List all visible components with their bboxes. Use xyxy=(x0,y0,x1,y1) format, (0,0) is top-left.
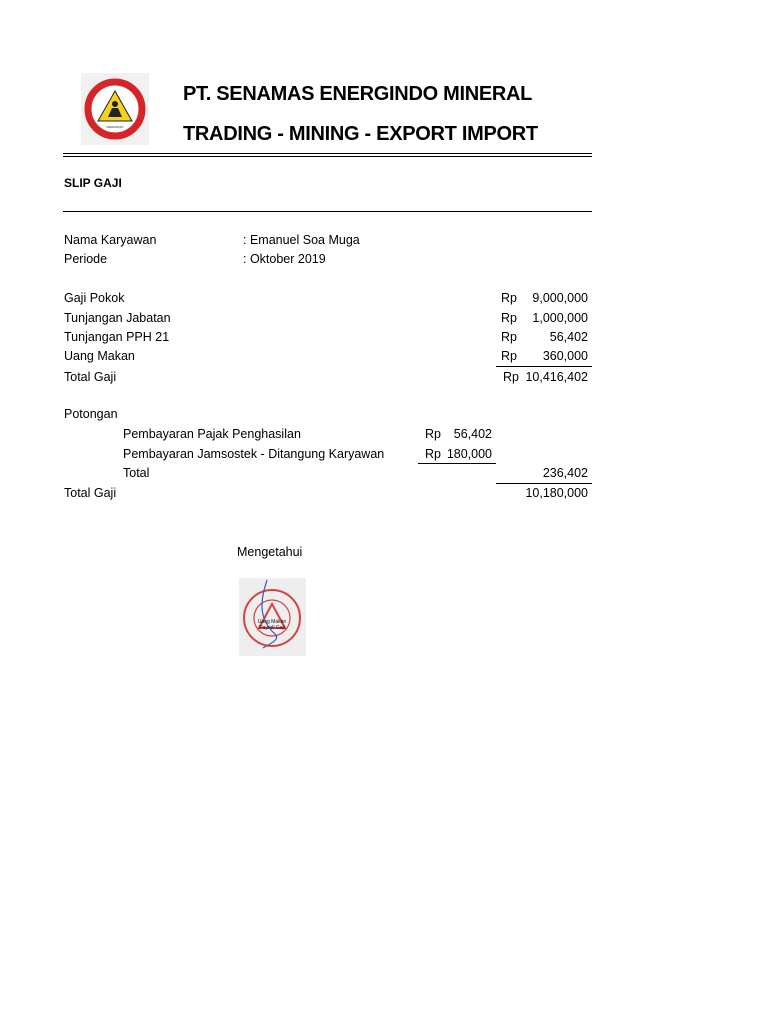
earning-amount-uang-makan: 360,000 xyxy=(542,349,588,363)
employee-name-label: Nama Karyawan xyxy=(64,233,157,247)
signature-label: Mengetahui xyxy=(237,545,303,559)
period-label: Periode xyxy=(64,252,108,266)
deductions-total-label: Total xyxy=(123,466,150,480)
company-stamp-icon xyxy=(239,578,306,656)
earnings-total-label: Total Gaji xyxy=(64,370,117,384)
earning-currency: Rp xyxy=(501,330,517,344)
period-value: : Oktober 2019 xyxy=(243,252,326,266)
document-title: SLIP GAJI xyxy=(64,176,122,190)
stamp-center-line1: Uang Makan xyxy=(257,619,287,625)
earning-label-uang-makan: Uang Makan xyxy=(64,349,135,363)
earning-amount-tunjangan-pph21: 56,402 xyxy=(549,330,588,344)
deduction-currency: Rp xyxy=(425,447,441,461)
earnings-sum-line xyxy=(496,366,592,367)
earning-label-tunjangan-jabatan: Tunjangan Jabatan xyxy=(64,311,171,325)
net-total-label: Total Gaji xyxy=(64,486,117,500)
deduction-label-jamsostek: Pembayaran Jamsostek - Ditangung Karyawan xyxy=(123,447,385,461)
company-stamp xyxy=(239,578,306,656)
earning-currency: Rp xyxy=(501,349,517,363)
deductions-heading: Potongan xyxy=(64,407,118,421)
earning-amount-tunjangan-jabatan: 1,000,000 xyxy=(532,311,588,325)
stamp-center-line2: Payroll Gaji xyxy=(259,625,285,631)
logo-caption: PERHATIAN xyxy=(106,125,124,129)
company-tagline: TRADING - MINING - EXPORT IMPORT xyxy=(183,123,538,145)
company-name: PT. SENAMAS ENERGINDO MINERAL xyxy=(183,83,533,105)
warning-triangle-logo-icon xyxy=(81,73,149,145)
header-divider xyxy=(63,153,592,154)
deduction-amount-pajak: 56,402 xyxy=(453,427,492,441)
company-logo xyxy=(81,73,149,145)
earning-label-tunjangan-pph21: Tunjangan PPH 21 xyxy=(64,330,170,344)
earnings-total-amount: 10,416,402 xyxy=(525,370,588,384)
deductions-total-amount: 236,402 xyxy=(542,466,588,480)
earning-amount-gaji-pokok: 9,000,000 xyxy=(532,291,588,305)
deduction-amount-jamsostek: 180,000 xyxy=(446,447,492,461)
deductions-sum-line xyxy=(418,463,496,464)
earnings-total-currency: Rp xyxy=(503,370,519,384)
earning-currency: Rp xyxy=(501,311,517,325)
earning-label-gaji-pokok: Gaji Pokok xyxy=(64,291,125,305)
header-divider-2 xyxy=(63,156,592,157)
employee-name-value: : Emanuel Soa Muga xyxy=(243,233,360,247)
earning-currency: Rp xyxy=(501,291,517,305)
deduction-currency: Rp xyxy=(425,427,441,441)
net-total-amount: 10,180,000 xyxy=(525,486,588,500)
title-divider xyxy=(63,211,592,212)
deduction-label-pajak: Pembayaran Pajak Penghasilan xyxy=(123,427,301,441)
net-sum-line xyxy=(496,483,592,484)
